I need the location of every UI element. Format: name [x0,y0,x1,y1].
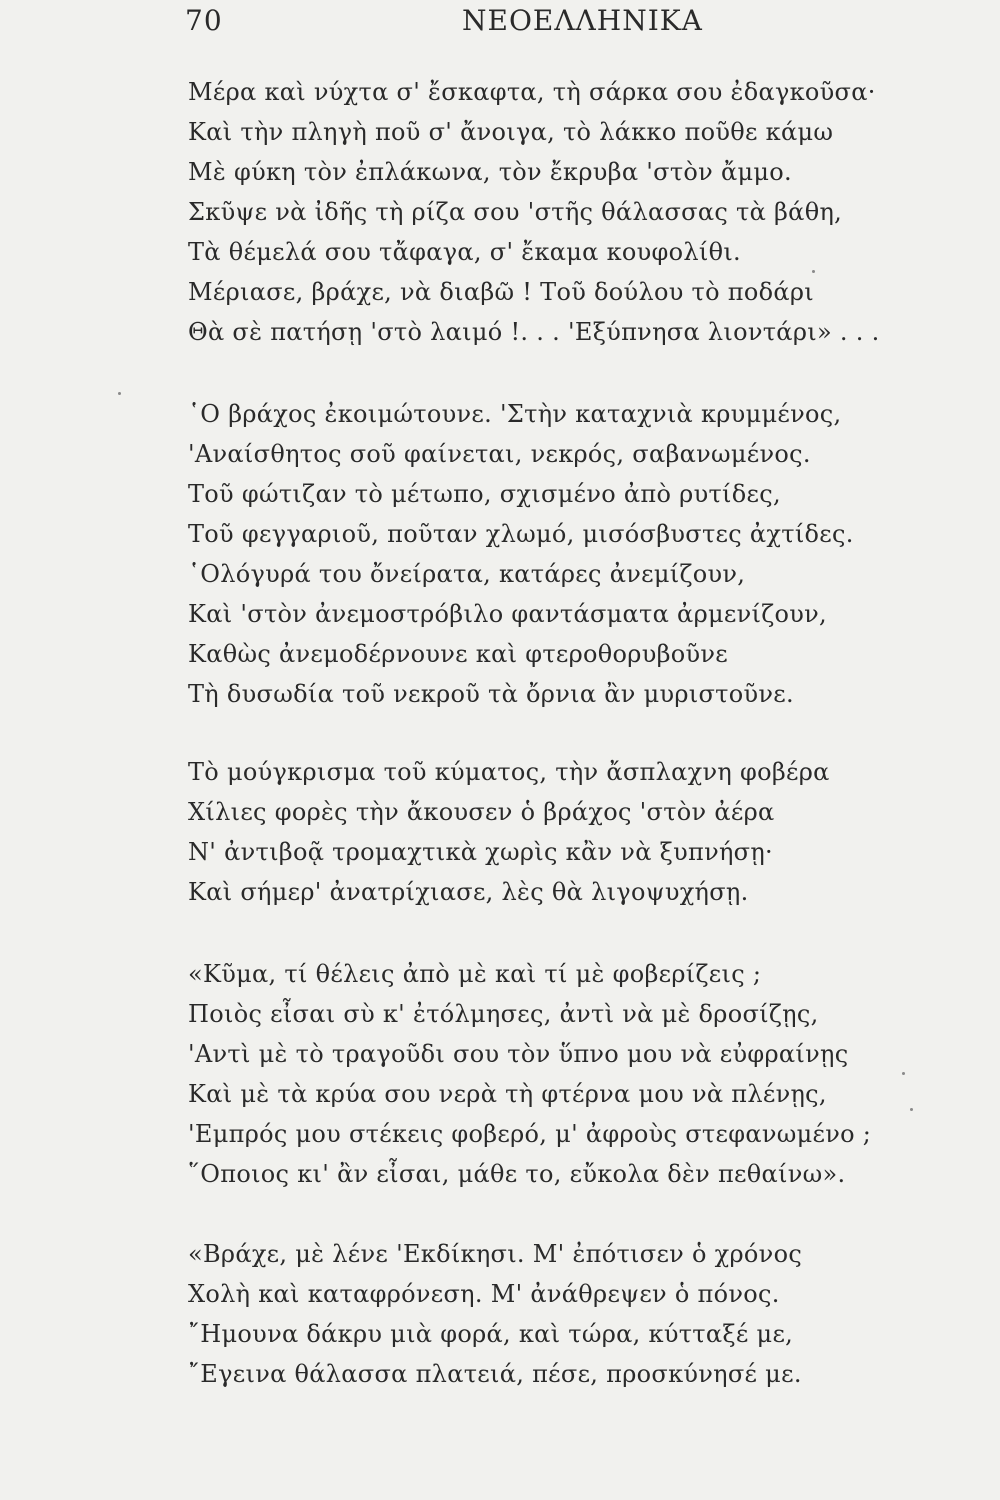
poem-line: 'Αντὶ μὲ τὸ τραγοῦδι σου τὸν ὕπνο μου νὰ εὐφραίνῃς [188,1040,849,1068]
poem-line: Σκῦψε νὰ ἰδῆς τὴ ρίζα σου 'στῆς θάλασσας τὰ βάθη, [188,198,843,226]
poem-line: Τὸ μούγκρισμα τοῦ κύματος, τὴν ἄσπλαχνη φοβέρα [188,758,830,786]
stanza-break [188,912,948,954]
poem-line: ῾Ολόγυρά του ὄνείρατα, κατάρες ἀνεμίζουν, [188,560,746,588]
poem-line: Τοῦ φεγγαριοῦ, ποῦταν χλωμό, μισόσβυστες ἀχτίδες. [188,520,854,548]
poem-line: Τὰ θέμελά σου τἄφαγα, σ' ἔκαμα κουφολίθι. [188,238,741,266]
poem-line: 'Αναίσθητος σοῦ φαίνεται, νεκρός, σαβανωμένος. [188,440,811,468]
stanza [188,752,948,912]
poem-line: Ποιὸς εἶσαι σὺ κ' ἐτόλμησες, ἀντὶ νὰ μὲ δροσίζῃς, [188,1000,819,1028]
poem-line: ῞Οποιος κι' ἂν εἶσαι, μάθε το, εὔκολα δὲν πεθαίνω». [188,1160,846,1188]
poem-line: Τοῦ φώτιζαν τὸ μέτωπο, σχισμένο ἀπὸ ρυτίδες, [188,480,781,508]
stanza-break [188,714,948,752]
stanza [188,394,948,714]
poem-line: Θὰ σὲ πατήσῃ 'στὸ λαιμό !. . . 'Εξύπνησα λιοντάρι» . . . [188,318,880,346]
poem-line: Καὶ 'στὸν ἀνεμοστρόβιλο φαντάσματα ἀρμενίζουν, [188,600,827,628]
poem-line: ῾Ο βράχος ἐκοιμώτουνε. 'Στὴν καταχνιὰ κρυμμένος, [188,400,842,428]
poem-line: Μέριασε, βράχε, νὰ διαβῶ ! Τοῦ δούλου τὸ ποδάρι [188,278,814,306]
page-number: 70 [185,4,223,37]
poem-line: 'Εμπρός μου στέκεις φοβερό, μ' ἀφροὺς στεφανωμένο ; [188,1120,872,1148]
page-header [0,0,1000,50]
poem-line: Χίλιες φορὲς τὴν ἄκουσεν ὁ βράχος 'στὸν ἀέρα [188,798,775,826]
stanza [188,954,948,1194]
paper-speck [118,392,121,395]
poem-line: Καὶ τὴν πληγὴ ποῦ σ' ἄνοιγα, τὸ λάκκο ποῦθε κάμω [188,118,834,146]
poem-line: Καὶ σήμερ' ἀνατρίχιασε, λὲς θὰ λιγοψυχήσῃ. [188,878,749,906]
paper-speck [910,1108,913,1111]
paper-speck [812,270,815,273]
stanza-break [188,352,948,394]
poem-line: ῎Ημουνα δάκρυ μιὰ φορά, καὶ τώρα, κύτταξέ με, [188,1320,794,1348]
stanza [188,1234,948,1394]
paper-speck [902,1072,905,1075]
poem-line: Μέρα καὶ νύχτα σ' ἔσκαφτα, τὴ σάρκα σου ἐδαγκοῦσα· [188,78,876,106]
poem-line: Ν' ἀντιβοᾷ τρομαχτικὰ χωρὶς κἂν νὰ ξυπνήσῃ· [188,838,773,866]
running-title: ΝΕΟΕΛΛΗΝΙΚΑ [462,4,703,37]
poem-line: Τὴ δυσωδία τοῦ νεκροῦ τὰ ὄρνια ἂν μυριστοῦνε. [188,680,794,708]
poem-line: Χολὴ καὶ καταφρόνεση. Μ' ἀνάθρεψεν ὁ πόνος. [188,1280,780,1308]
poem-line: «Βράχε, μὲ λένε 'Εκδίκησι. Μ' ἐπότισεν ὁ χρόνος [188,1240,803,1268]
poem-line: Καθὼς ἀνεμοδέρνουνε καὶ φτεροθορυβοῦνε [188,640,729,668]
poem-line: ῎Εγεινα θάλασσα πλατειά, πέσε, προσκύνησέ με. [188,1360,802,1388]
poem-text [188,72,948,1394]
stanza-break [188,1194,948,1234]
poem-line: Μὲ φύκη τὸν ἐπλάκωνα, τὸν ἔκρυβα 'στὸν ἄμμο. [188,158,792,186]
poem-line: Καὶ μὲ τὰ κρύα σου νερὰ τὴ φτέρνα μου νὰ πλένῃς, [188,1080,827,1108]
stanza [188,72,948,352]
poem-line: «Κῦμα, τί θέλεις ἀπὸ μὲ καὶ τί μὲ φοβερίζεις ; [188,960,762,988]
